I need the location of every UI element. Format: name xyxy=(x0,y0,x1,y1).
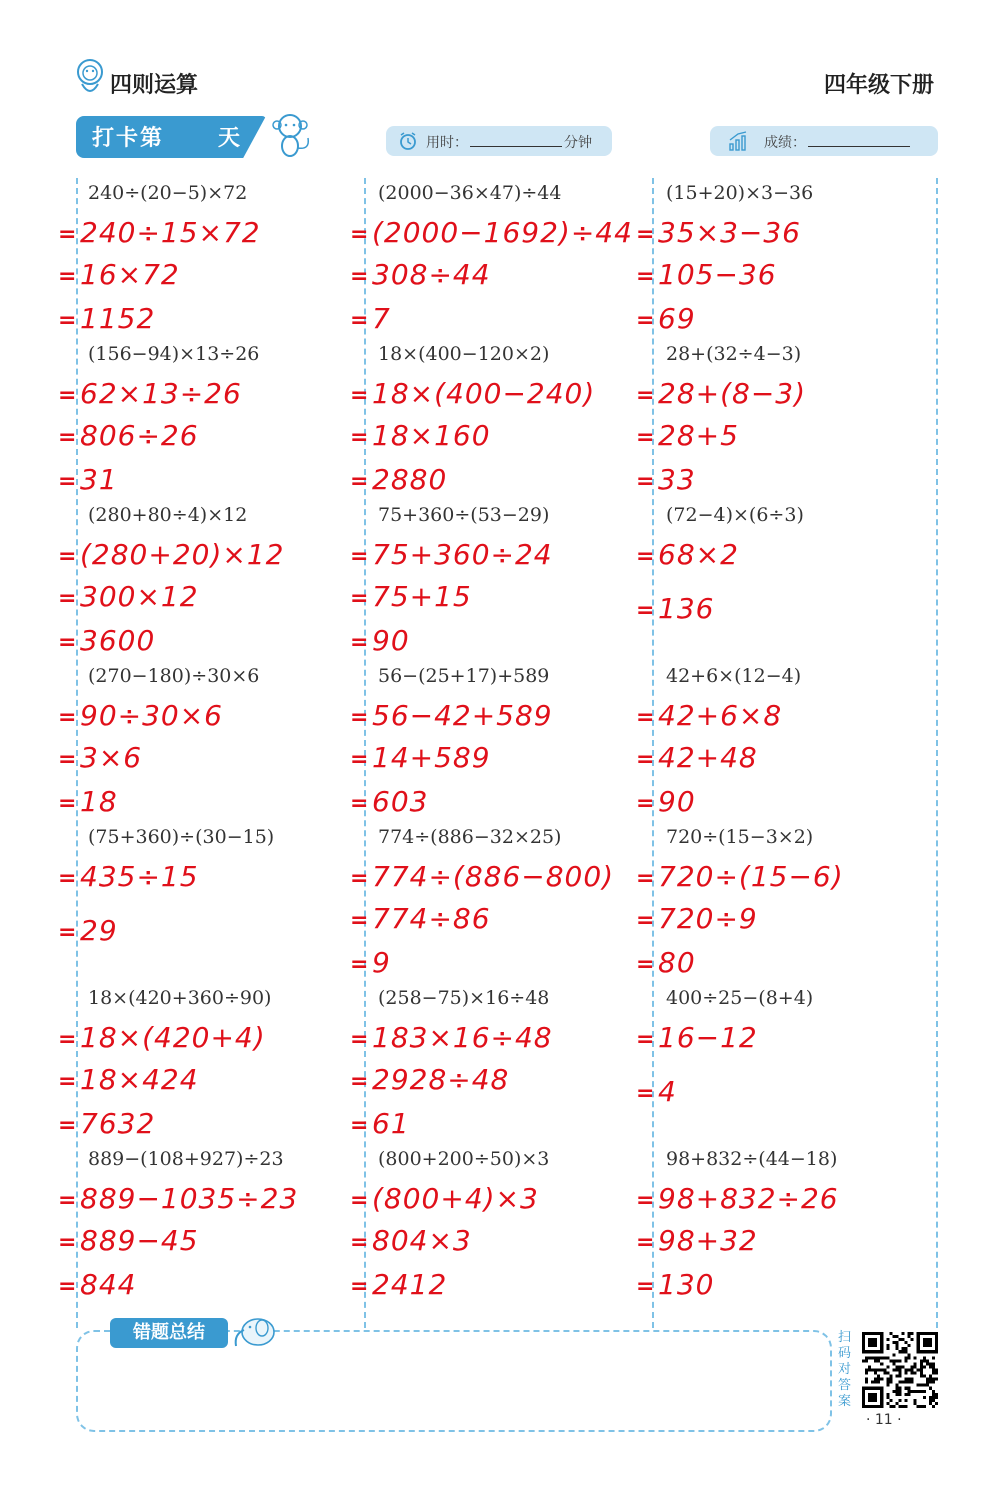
equals-sign: = xyxy=(350,952,369,977)
handwritten-step: 308÷44 xyxy=(372,258,491,291)
handwritten-step: 69 xyxy=(658,302,696,335)
handwritten-step: 98+832÷26 xyxy=(658,1182,839,1215)
equals-sign: = xyxy=(636,544,655,569)
problem-expression: (800+200÷50)×3 xyxy=(378,1148,550,1170)
problem-expression: (75+360)÷(30−15) xyxy=(88,826,275,848)
handwritten-step: 18×424 xyxy=(80,1063,199,1096)
handwritten-step: 42+48 xyxy=(658,741,758,774)
chart-growth-icon xyxy=(728,130,750,152)
handwritten-step: 7 xyxy=(372,302,391,335)
handwritten-step: 61 xyxy=(372,1107,410,1140)
handwritten-step: 2412 xyxy=(372,1268,448,1301)
handwritten-step: 75+360÷24 xyxy=(372,538,553,571)
punch-card-label: 打卡第 xyxy=(92,126,165,151)
equals-sign: = xyxy=(58,791,77,816)
problem-expression: 720÷(15−3×2) xyxy=(666,826,814,848)
equals-sign: = xyxy=(58,705,77,730)
problem-expression: 98+832÷(44−18) xyxy=(666,1148,838,1170)
problem-expression: 18×(400−120×2) xyxy=(378,343,550,365)
equals-sign: = xyxy=(58,1069,77,1094)
equals-sign: = xyxy=(636,264,655,289)
equals-sign: = xyxy=(58,469,77,494)
time-blank xyxy=(470,146,562,147)
equals-sign: = xyxy=(636,952,655,977)
handwritten-step: 136 xyxy=(658,592,715,625)
time-field[interactable] xyxy=(386,126,612,156)
time-label: 用时： xyxy=(426,135,468,151)
equals-sign: = xyxy=(350,1027,369,1052)
handwritten-step: 2928÷48 xyxy=(372,1063,510,1096)
equals-sign: = xyxy=(350,264,369,289)
equals-sign: = xyxy=(350,705,369,730)
handwritten-step: 28+5 xyxy=(658,419,739,452)
equals-sign: = xyxy=(636,469,655,494)
equals-sign: = xyxy=(58,1274,77,1299)
handwritten-step: 183×16÷48 xyxy=(372,1021,553,1054)
equals-sign: = xyxy=(350,1230,369,1255)
handwritten-step: 75+15 xyxy=(372,580,472,613)
handwritten-step: 9 xyxy=(372,946,391,979)
equals-sign: = xyxy=(58,544,77,569)
equals-sign: = xyxy=(636,1027,655,1052)
handwritten-step: 105−36 xyxy=(658,258,777,291)
equals-sign: = xyxy=(350,908,369,933)
score-field[interactable] xyxy=(710,126,938,156)
punch-card-day: 天 xyxy=(218,126,241,151)
time-unit: 分钟 xyxy=(564,135,592,151)
equals-sign: = xyxy=(350,222,369,247)
equals-sign: = xyxy=(636,908,655,933)
handwritten-step: 7632 xyxy=(80,1107,156,1140)
handwritten-step: 31 xyxy=(80,463,118,496)
handwritten-step: 3×6 xyxy=(80,741,143,774)
alarm-clock-icon xyxy=(398,131,418,151)
elephant-icon xyxy=(230,1312,280,1352)
handwritten-step: 774÷(886−800) xyxy=(372,860,615,893)
handwritten-step: (800+4)×3 xyxy=(372,1182,539,1215)
equals-sign: = xyxy=(350,747,369,772)
equals-sign: = xyxy=(636,383,655,408)
equals-sign: = xyxy=(58,1113,77,1138)
problem-expression: 75+360÷(53−29) xyxy=(378,504,550,526)
handwritten-step: 14+589 xyxy=(372,741,491,774)
handwritten-step: (280+20)×12 xyxy=(80,538,285,571)
equals-sign: = xyxy=(350,383,369,408)
equals-sign: = xyxy=(58,222,77,247)
handwritten-step: 130 xyxy=(658,1268,715,1301)
handwritten-step: 18 xyxy=(80,785,118,818)
handwritten-step: 18×(400−240) xyxy=(372,377,596,410)
handwritten-step: 804×3 xyxy=(372,1224,472,1257)
handwritten-step: 68×2 xyxy=(658,538,739,571)
equals-sign: = xyxy=(58,1027,77,1052)
equals-sign: = xyxy=(636,1188,655,1213)
equals-sign: = xyxy=(58,920,77,945)
problem-expression: (156−94)×13÷26 xyxy=(88,343,260,365)
handwritten-step: 80 xyxy=(658,946,696,979)
problem-expression: (258−75)×16÷48 xyxy=(378,987,550,1009)
handwritten-step: 806÷26 xyxy=(80,419,199,452)
equals-sign: = xyxy=(58,747,77,772)
equals-sign: = xyxy=(636,598,655,623)
handwritten-step: 18×(420+4) xyxy=(80,1021,266,1054)
column-divider xyxy=(936,178,938,1328)
equals-sign: = xyxy=(58,630,77,655)
equals-sign: = xyxy=(350,1069,369,1094)
equals-sign: = xyxy=(350,1113,369,1138)
equals-sign: = xyxy=(350,586,369,611)
equals-sign: = xyxy=(636,747,655,772)
score-label: 成绩： xyxy=(764,135,806,151)
equals-sign: = xyxy=(58,425,77,450)
handwritten-step: 720÷(15−6) xyxy=(658,860,844,893)
handwritten-step: (2000−1692)÷44 xyxy=(372,216,633,249)
equals-sign: = xyxy=(58,264,77,289)
page-number: · 11 · xyxy=(866,1412,902,1428)
handwritten-step: 889−1035÷23 xyxy=(80,1182,299,1215)
problem-expression: (2000−36×47)÷44 xyxy=(378,182,562,204)
problem-expression: (280+80÷4)×12 xyxy=(88,504,248,526)
problem-expression: 56−(25+17)+589 xyxy=(378,665,550,687)
handwritten-step: 98+32 xyxy=(658,1224,758,1257)
handwritten-step: 844 xyxy=(80,1268,137,1301)
scan-answer-text: 扫码对答案 xyxy=(838,1330,852,1409)
problem-expression: 240÷(20−5)×72 xyxy=(88,182,248,204)
handwritten-step: 435÷15 xyxy=(80,860,199,893)
equals-sign: = xyxy=(636,866,655,891)
problem-expression: 42+6×(12−4) xyxy=(666,665,802,687)
subject-title: 四则运算 xyxy=(110,73,199,98)
handwritten-step: 90 xyxy=(372,624,410,657)
equals-sign: = xyxy=(350,630,369,655)
mistake-summary-label: 错题总结 xyxy=(110,1318,228,1348)
equals-sign: = xyxy=(350,866,369,891)
equals-sign: = xyxy=(58,1188,77,1213)
equals-sign: = xyxy=(350,791,369,816)
lion-logo-icon xyxy=(74,58,106,98)
equals-sign: = xyxy=(58,308,77,333)
monkey-icon xyxy=(266,110,314,160)
handwritten-step: 603 xyxy=(372,785,429,818)
handwritten-step: 300×12 xyxy=(80,580,199,613)
handwritten-step: 90÷30×6 xyxy=(80,699,223,732)
handwritten-step: 62×13÷26 xyxy=(80,377,242,410)
handwritten-step: 90 xyxy=(658,785,696,818)
handwritten-step: 18×160 xyxy=(372,419,491,452)
problem-expression: 28+(32÷4−3) xyxy=(666,343,802,365)
handwritten-step: 774÷86 xyxy=(372,902,491,935)
handwritten-step: 35×3−36 xyxy=(658,216,801,249)
equals-sign: = xyxy=(350,425,369,450)
equals-sign: = xyxy=(350,469,369,494)
equals-sign: = xyxy=(350,544,369,569)
problem-expression: (270−180)÷30×6 xyxy=(88,665,260,687)
problem-expression: 889−(108+927)÷23 xyxy=(88,1148,284,1170)
handwritten-step: 56−42+589 xyxy=(372,699,553,732)
handwritten-step: 4 xyxy=(658,1075,677,1108)
equals-sign: = xyxy=(636,1274,655,1299)
qr-code-icon[interactable] xyxy=(862,1332,938,1408)
handwritten-step: 720÷9 xyxy=(658,902,758,935)
equals-sign: = xyxy=(636,222,655,247)
handwritten-step: 889−45 xyxy=(80,1224,199,1257)
problem-expression: 400÷25−(8+4) xyxy=(666,987,814,1009)
handwritten-step: 16−12 xyxy=(658,1021,758,1054)
equals-sign: = xyxy=(636,791,655,816)
handwritten-step: 2880 xyxy=(372,463,448,496)
equals-sign: = xyxy=(350,1188,369,1213)
equals-sign: = xyxy=(58,383,77,408)
equals-sign: = xyxy=(350,308,369,333)
handwritten-step: 3600 xyxy=(80,624,156,657)
handwritten-step: 33 xyxy=(658,463,696,496)
handwritten-step: 28+(8−3) xyxy=(658,377,807,410)
equals-sign: = xyxy=(58,586,77,611)
handwritten-step: 240÷15×72 xyxy=(80,216,261,249)
score-blank xyxy=(808,146,910,147)
equals-sign: = xyxy=(636,705,655,730)
problem-expression: 774÷(886−32×25) xyxy=(378,826,562,848)
equals-sign: = xyxy=(636,1230,655,1255)
problem-expression: (15+20)×3−36 xyxy=(666,182,814,204)
problem-expression: 18×(420+360÷90) xyxy=(88,987,272,1009)
equals-sign: = xyxy=(636,425,655,450)
equals-sign: = xyxy=(350,1274,369,1299)
grade-title: 四年级下册 xyxy=(823,73,934,98)
handwritten-step: 1152 xyxy=(80,302,156,335)
problem-expression: (72−4)×(6÷3) xyxy=(666,504,804,526)
equals-sign: = xyxy=(636,1081,655,1106)
handwritten-step: 16×72 xyxy=(80,258,180,291)
equals-sign: = xyxy=(58,1230,77,1255)
handwritten-step: 42+6×8 xyxy=(658,699,783,732)
equals-sign: = xyxy=(58,866,77,891)
handwritten-step: 29 xyxy=(80,914,118,947)
equals-sign: = xyxy=(636,308,655,333)
